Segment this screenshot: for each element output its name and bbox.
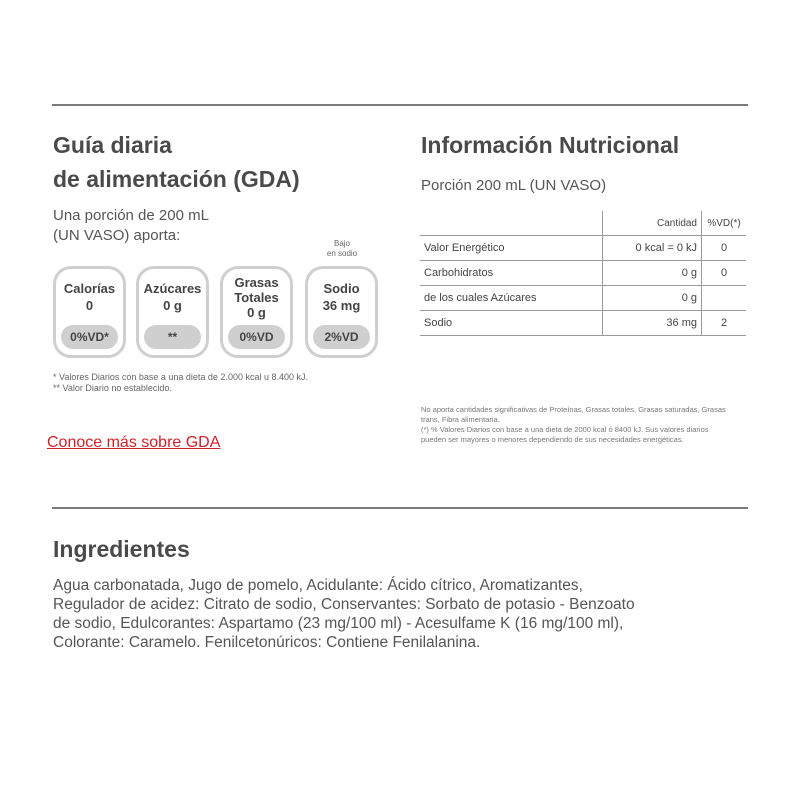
row-vd: 0 [702, 261, 747, 286]
nutrition-note-1: No aporta cantidades significativas de Proteínas, Grasas totales, Grasas saturadas, Grasas trans, Fibra alimentaria. [421, 405, 726, 424]
nutrition-note-2: (*) % Valores Diarios con base a una dieta de 2000 kcal ó 8400 kJ. Sus valores diarios pueden ser mayores o menores dependiendo de sus necesidades energéticas. [421, 425, 709, 444]
nutrition-title: Información Nutricional [421, 132, 680, 158]
gda-box-label: Grasas [234, 275, 279, 290]
bajo-en-sodio-label [318, 239, 366, 259]
table-row [420, 286, 746, 311]
table-header [420, 211, 746, 236]
conoce-mas-gda-link[interactable]: Conoce más sobre GDA [47, 434, 221, 451]
gda-box-label: Azúcares [143, 281, 202, 296]
gda-title-line1: Guía diaria [53, 132, 172, 158]
row-vd: 2 [702, 311, 747, 336]
table-row [420, 261, 746, 286]
row-amount: 0 kcal = 0 kJ [603, 236, 702, 261]
gda-portion-line2: (UN VASO) aporta: [53, 227, 181, 244]
gda-box-value: 0 [85, 298, 94, 313]
bajo-line2: en sodio [326, 249, 358, 258]
header-cantidad: Cantidad [603, 211, 702, 236]
row-label: de los cuales Azúcares [420, 286, 603, 311]
row-vd [702, 286, 747, 311]
table-row [420, 311, 746, 336]
bajo-line1: Bajo [333, 239, 350, 248]
gda-box-azucares [136, 266, 209, 358]
gda-box-value: 0 g [163, 298, 182, 313]
row-amount: 0 g [603, 261, 702, 286]
row-vd: 0 [702, 236, 747, 261]
gda-footnote-2: ** Valor Diario no establecido. [53, 383, 172, 393]
gda-box-pill: 0%VD* [61, 325, 118, 349]
row-label: Valor Energético [420, 236, 603, 261]
ingredients-line: Colorante: Caramelo. Fenilcetonúricos: Contiene Fenilalanina. [53, 634, 481, 651]
nutrition-portion: Porción 200 mL (UN VASO) [421, 177, 607, 194]
nutrition-table [420, 211, 746, 336]
gda-title [53, 130, 300, 194]
gda-box-value: 0 g [247, 305, 266, 320]
row-label: Sodio [420, 311, 603, 336]
row-amount: 36 mg [603, 311, 702, 336]
gda-box-label-line2: Totales [234, 290, 279, 305]
row-amount: 0 g [603, 286, 702, 311]
gda-box-sodio [305, 266, 378, 358]
gda-box-grasas [220, 266, 293, 358]
gda-box-value: 36 mg [322, 298, 361, 313]
gda-title-line2: de alimentación (GDA) [53, 166, 300, 192]
gda-box-pill: ** [144, 325, 201, 349]
ingredients-line: de sodio, Edulcorantes: Aspartamo (23 mg/100 ml) - Acesulfame K (16 mg/100 ml), [53, 615, 624, 632]
gda-box-pill: 2%VD [313, 325, 370, 349]
table-row [420, 236, 746, 261]
gda-box-pill: 0%VD [228, 325, 285, 349]
row-label: Carbohidratos [420, 261, 603, 286]
ingredients-line: Agua carbonatada, Jugo de pomelo, Acidulante: Ácido cítrico, Aromatizantes, [53, 577, 583, 594]
gda-box-label: Sodio [323, 281, 360, 296]
header-empty [420, 211, 603, 236]
gda-footnotes [53, 372, 308, 394]
header-vd: %VD(*) [702, 211, 747, 236]
top-divider [52, 104, 748, 106]
ingredients-title: Ingredientes [53, 536, 190, 562]
ingredients-text [53, 576, 635, 652]
gda-footnote-1: * Valores Diarios con base a una dieta de 2.000 kcal u 8.400 kJ. [53, 372, 308, 382]
nutrition-notes [421, 405, 731, 445]
gda-box-calorias [53, 266, 126, 358]
middle-divider [52, 507, 748, 509]
ingredients-line: Regulador de acidez: Citrato de sodio, Conservantes: Sorbato de potasio - Benzoato [53, 596, 635, 613]
gda-portion [53, 206, 209, 246]
gda-box-label: Calorías [63, 281, 116, 296]
gda-portion-line1: Una porción de 200 mL [53, 207, 209, 224]
